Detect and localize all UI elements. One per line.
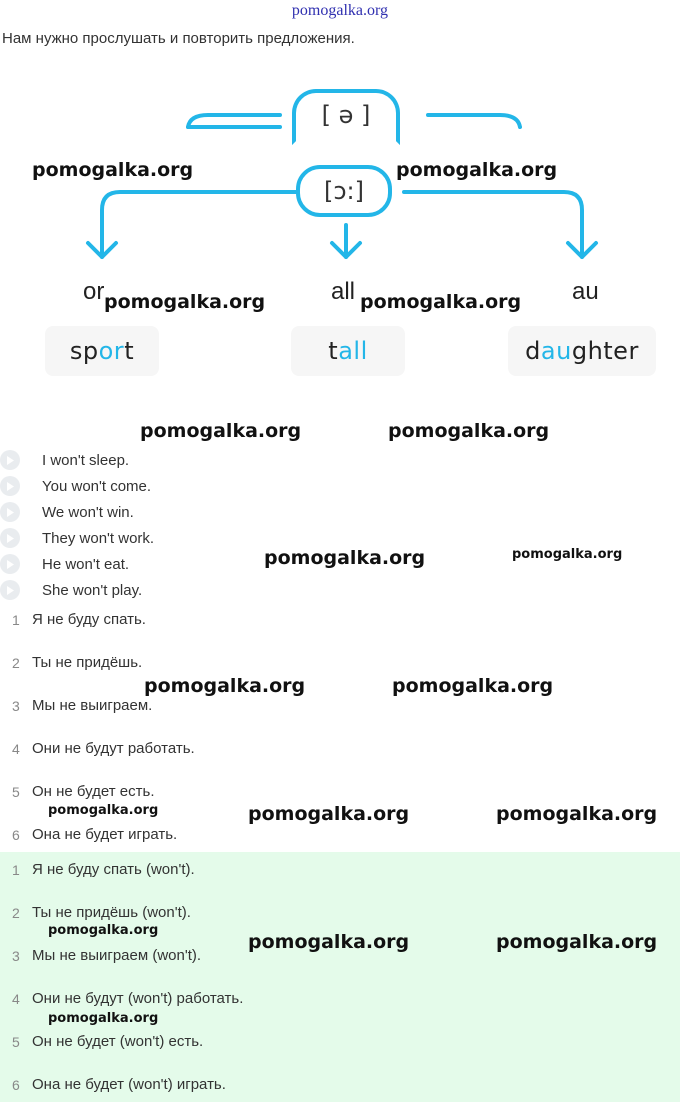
sound-label-au: au: [572, 278, 599, 305]
sound-label-or: or: [83, 278, 105, 305]
audio-sentence: He won't eat.: [42, 555, 130, 573]
answer-text: Ты не придёшь (won't).: [32, 904, 191, 921]
answer-number: 1: [12, 862, 20, 878]
answer-text: Они не будут (won't) работать.: [32, 990, 244, 1007]
word-part: t: [328, 337, 339, 365]
word-highlight: au: [540, 337, 572, 365]
task-number: 3: [12, 698, 20, 714]
word-card-tall: [291, 326, 405, 376]
watermark: pomogalka.org: [392, 675, 554, 697]
play-icon[interactable]: [0, 502, 20, 522]
watermark: pomogalka.org: [512, 547, 623, 562]
word-card-sport: [45, 326, 159, 376]
audio-item[interactable]: [0, 579, 143, 601]
audio-item[interactable]: [0, 449, 130, 471]
answer-text: Мы не выиграем (won't).: [32, 947, 202, 964]
site-header[interactable]: pomogalka.org: [291, 2, 389, 19]
word-part: sp: [69, 337, 99, 365]
watermark: pomogalka.org: [496, 931, 658, 953]
branch-right: [404, 192, 582, 257]
instruction-text: Нам нужно прослушать и повторить предложения.: [2, 30, 355, 47]
ipa-schwa-box: [ ə ]: [292, 89, 400, 145]
play-icon[interactable]: [0, 528, 20, 548]
task-text: Я не буду спать.: [32, 611, 146, 628]
word-part: t: [124, 337, 135, 365]
word-part: d: [525, 337, 541, 365]
task-text: Ты не придёшь.: [32, 654, 143, 671]
word-highlight: all: [338, 337, 368, 365]
watermark: pomogalka.org: [360, 291, 522, 313]
task-text: Она не будет играть.: [32, 826, 178, 843]
task-number: 4: [12, 741, 20, 757]
task-text: Он не будет есть.: [32, 783, 155, 800]
answer-text: Я не буду спать (won't).: [32, 861, 195, 878]
watermark: pomogalka.org: [104, 291, 266, 313]
watermark: pomogalka.org: [144, 675, 306, 697]
task-number: 1: [12, 612, 20, 628]
audio-sentence: I won't sleep.: [42, 451, 130, 469]
task-text: Мы не выиграем.: [32, 697, 153, 714]
audio-sentence: We won't win.: [42, 503, 134, 521]
answer-text: Она не будет (won't) играть.: [32, 1076, 226, 1093]
word-part: ghter: [571, 337, 639, 365]
watermark: pomogalka.org: [496, 803, 658, 825]
play-icon[interactable]: [0, 554, 20, 574]
audio-item[interactable]: [0, 527, 155, 549]
task-number: 5: [12, 784, 20, 800]
top-bracket-right: [428, 115, 520, 127]
answer-number: 3: [12, 948, 20, 964]
audio-sentence: You won't come.: [42, 477, 152, 495]
watermark: pomogalka.org: [140, 420, 302, 442]
audio-item[interactable]: [0, 553, 130, 575]
audio-sentence: She won't play.: [42, 581, 143, 599]
watermark: pomogalka.org: [396, 159, 558, 181]
audio-sentence: They won't work.: [42, 529, 155, 547]
sound-label-all: all: [331, 278, 356, 305]
answer-number: 4: [12, 991, 20, 1007]
answer-number: 6: [12, 1077, 20, 1093]
answer-panel: [0, 852, 680, 1102]
watermark: pomogalka.org: [48, 803, 159, 818]
audio-item[interactable]: [0, 501, 134, 523]
branch-left: [102, 192, 296, 257]
answer-number: 2: [12, 905, 20, 921]
watermark: pomogalka.org: [248, 931, 410, 953]
watermark: pomogalka.org: [48, 923, 159, 938]
play-icon[interactable]: [0, 450, 20, 470]
task-number: 2: [12, 655, 20, 671]
watermark: pomogalka.org: [388, 420, 550, 442]
answer-number: 5: [12, 1034, 20, 1050]
task-text: Они не будут работать.: [32, 740, 195, 757]
word-highlight: or: [98, 337, 125, 365]
play-icon[interactable]: [0, 476, 20, 496]
audio-item[interactable]: [0, 475, 152, 497]
watermark: pomogalka.org: [48, 1011, 159, 1026]
answer-text: Он не будет (won't) есть.: [32, 1033, 204, 1050]
watermark: pomogalka.org: [248, 803, 410, 825]
play-icon[interactable]: [0, 580, 20, 600]
ipa-main-box: [ɔ:]: [296, 165, 392, 217]
task-number: 6: [12, 827, 20, 843]
watermark: pomogalka.org: [32, 159, 194, 181]
watermark: pomogalka.org: [264, 547, 426, 569]
word-card-daughter: [508, 326, 656, 376]
